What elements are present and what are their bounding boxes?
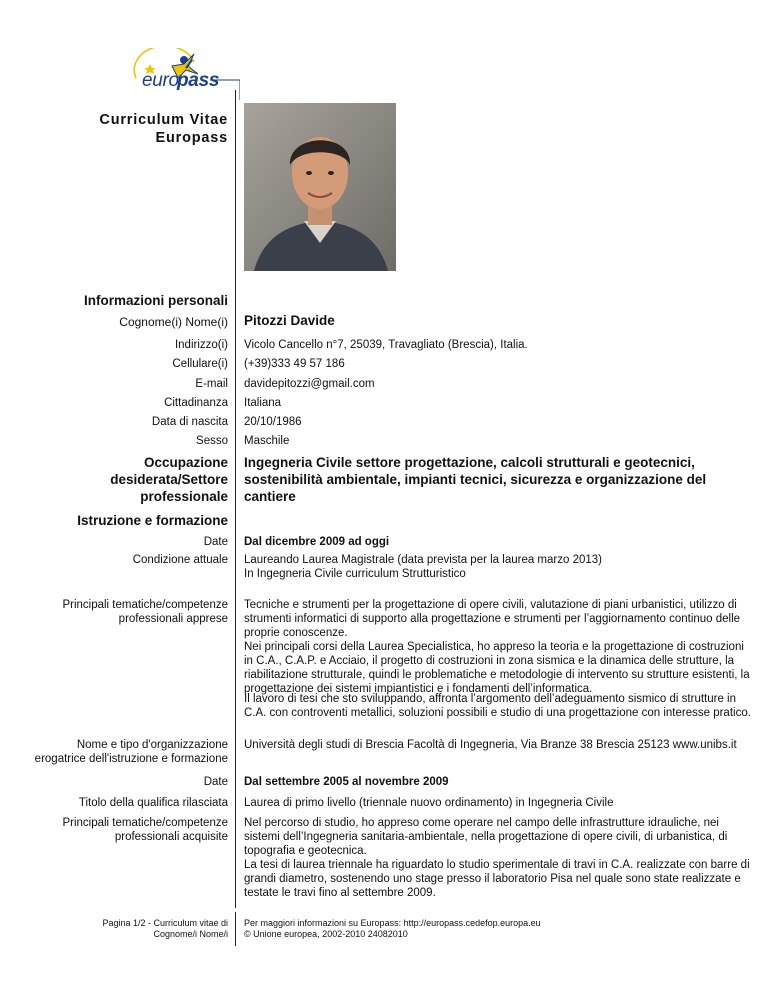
citizenship-label: Cittadinanza: [164, 397, 228, 409]
occupation-label-line3: professionale: [140, 489, 228, 504]
edu2-date-label: Date: [203, 776, 228, 788]
cv-title-line2: Europass: [155, 130, 228, 146]
footer-page-label-line1: Pagina 1/2 - Curriculum vitae di: [102, 918, 228, 928]
occupation-label-line1: Occupazione: [143, 455, 228, 470]
name-value: Pitozzi Davide: [244, 313, 335, 328]
gender-label: Sesso: [196, 435, 228, 447]
address-value: Vicolo Cancello n°7, 25039, Travagliato (Brescia), Italia.: [244, 339, 528, 351]
edu1-date-label: Date: [203, 536, 228, 548]
address-label: Indirizzo(i): [174, 339, 228, 351]
edu2-skills-label-line2: professionali acquisite: [114, 831, 228, 843]
edu2-skills-paragraph1: Nel percorso di studio, ho appreso come operare nel campo delle infrastrutture idrauliche, nei sistemi dell’Ingegneria sanitaria-ambientale, nella progettazione di opere civili, di urbanistica, di topografia e geotecnica.: [244, 817, 728, 857]
edu1-date-value: Dal dicembre 2009 ad oggi: [244, 536, 390, 548]
mobile-value: (+39)333 49 57 186: [244, 358, 345, 370]
occupation-label-line2: desiderata/Settore: [110, 472, 228, 487]
name-label: Cognome(i) Nome(i): [119, 315, 228, 329]
edu1-skills-paragraph2: Nei principali corsi della Laurea Specialistica, ho appreso la teoria e la progettazione di costruzioni in C.A., C.A.P. e Acciaio, il progetto di costruzioni in zona sismica e la dinamica delle strutture, la riabilitazione strutturale, quindi le problematiche e metodologie di intervento su strutture esistenti, la progettazione dei sistemi impiantistici e i fondamenti dell’informatica.: [244, 641, 750, 695]
footer-divider: [235, 912, 236, 946]
edu1-status-line2: In Ingegneria Civile curriculum Strutturistico: [244, 568, 466, 580]
mobile-label: Cellulare(i): [172, 358, 228, 370]
edu1-org-label-line2: erogatrice dell'istruzione e formazione: [34, 753, 228, 765]
edu2-title-value: Laurea di primo livello (triennale nuovo ordinamento) in Ingegneria Civile: [244, 797, 614, 809]
footer-info-line1: Per maggiori informazioni su Europass: http://europass.cedefop.europa.eu: [244, 918, 541, 928]
edu1-skills-label-line2: professionali apprese: [118, 613, 228, 625]
email-value: davidepitozzi@gmail.com: [244, 378, 375, 390]
footer-info-line2: © Unione europea, 2002-2010 24082010: [244, 929, 408, 939]
gender-value: Maschile: [244, 435, 290, 447]
europass-logo-pass: pass: [177, 70, 220, 91]
email-label: E-mail: [195, 378, 228, 390]
birth-date-label: Data di nascita: [151, 416, 228, 428]
citizenship-value: Italiana: [244, 397, 282, 409]
birth-date-value: 20/10/1986: [244, 416, 302, 428]
edu1-skills-label-line1: Principali tematiche/competenze: [62, 599, 228, 611]
edu2-title-label: Titolo della qualifica rilasciata: [78, 797, 228, 809]
profile-photo: [244, 103, 396, 271]
europass-logo-euro: euro: [142, 70, 179, 91]
edu1-org-value: Università degli studi di Brescia Facoltà di Ingegneria, Via Branze 38 Brescia 25123 www.unibs.it: [244, 739, 737, 751]
occupation-value: Ingegneria Civile settore progettazione, calcoli strutturali e geotecnici, sostenibilità ambientale, impianti tecnici, sicurezza e organizzazione del cantiere: [244, 455, 707, 504]
personal-info-heading: Informazioni personali: [83, 293, 228, 308]
person-photo-icon: [244, 103, 396, 271]
column-divider: [235, 90, 236, 908]
edu1-status-line1: Laureando Laurea Magistrale (data prevista per la laurea marzo 2013): [244, 554, 602, 566]
edu2-skills-label-line1: Principali tematiche/competenze: [62, 817, 228, 829]
education-heading: Istruzione e formazione: [77, 513, 228, 528]
edu1-org-label-line1: Nome e tipo d'organizzazione: [76, 739, 228, 751]
edu1-skills-paragraph3: Il lavoro di tesi che sto sviluppando, affronta l’argomento dell’adeguamento sismico di strutture in C.A. con controventi metallici, soluzioni possibili e studio di una progettazione con interesse pratico.: [244, 693, 751, 719]
edu2-skills-paragraph2: La tesi di laurea triennale ha riguardato lo studio sperimentale di travi in C.A. realizzate con barre di grandi diametro, sostenendo uno stage presso il laboratorio Pisa nel quale sono state realizzate e testate le travi fino al settembre 2009.: [244, 859, 750, 899]
edu1-skills-paragraph1: Tecniche e strumenti per la progettazione di opere civili, valutazione di piani urbanistici, utilizzo di strumenti informatici di supporto alla progettazione e strumenti per l’aggiornamento continuo delle proprie conoscenze.: [244, 599, 741, 639]
cv-title-line1: Curriculum Vitae: [99, 112, 228, 128]
footer-page-label-line2: Cognome/i Nome/i: [153, 929, 228, 939]
edu2-date-value: Dal settembre 2005 al novembre 2009: [244, 776, 449, 788]
europass-logo: [128, 48, 240, 100]
edu1-status-label: Condizione attuale: [132, 554, 228, 566]
